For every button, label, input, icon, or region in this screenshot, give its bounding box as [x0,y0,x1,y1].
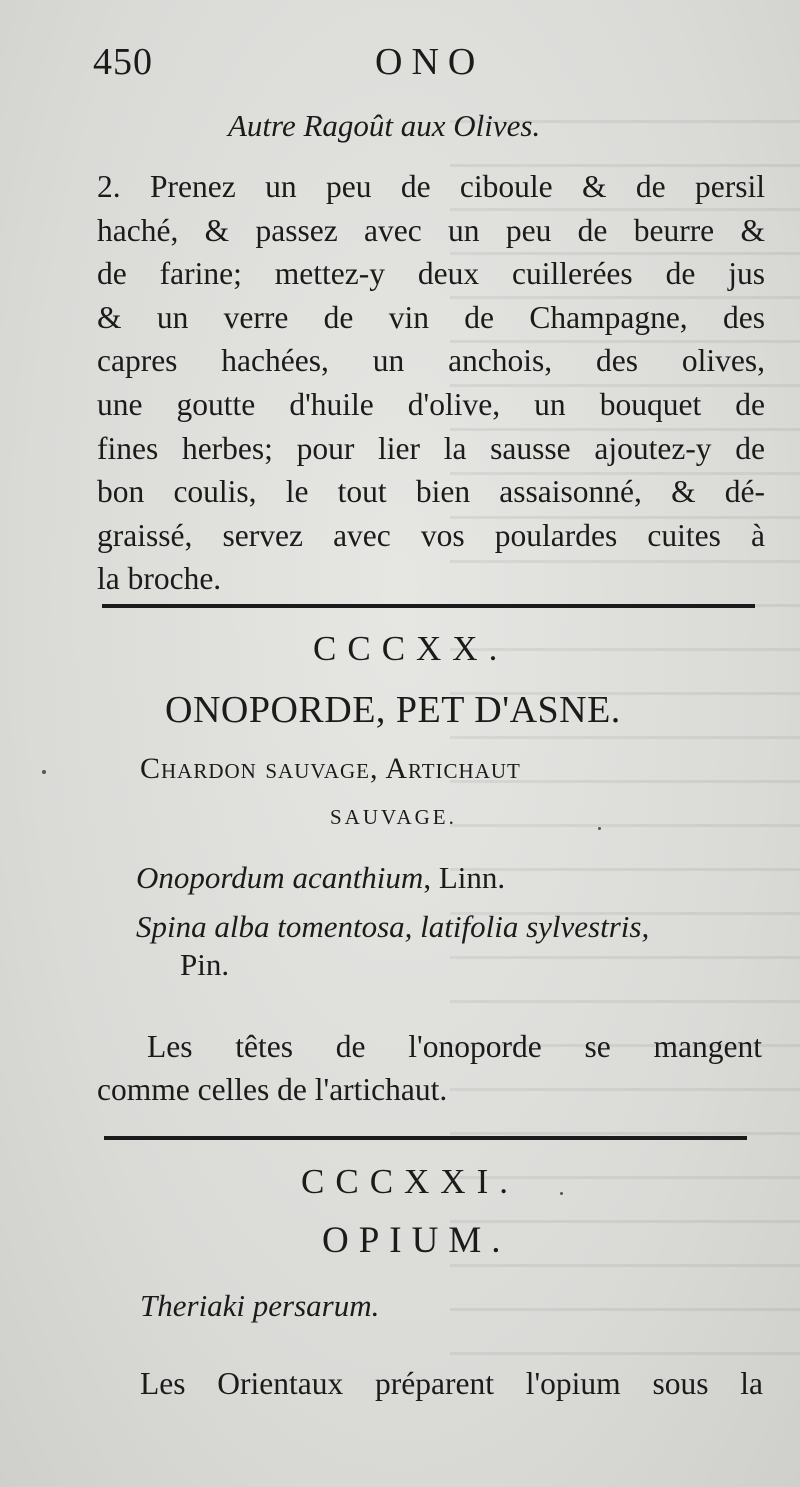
section-body [97,1025,762,1111]
paragraph-line: haché, & passez avec un peu de beurre & [97,212,765,248]
section-divider [104,1136,747,1140]
section-numeral: CCCXX. [313,629,509,668]
paragraph-line: bon coulis, le tout bien assaisonné, & dé- [97,474,765,510]
body-line: comme celles de l'artichaut. [97,1072,448,1107]
section-title: OPIUM. [322,1220,511,1261]
botanical-name: Onopordum acanthium [136,860,424,895]
recipe-paragraph [97,165,765,601]
botanical-reference [136,909,649,945]
paper-speck [560,1192,563,1195]
paragraph-line: 2. Prenez un peu de ciboule & de persil [97,169,765,204]
section-numeral: CCCXXI. [301,1162,519,1201]
section-title: ONOPORDE, PET D'ASNE. [165,689,621,731]
paragraph-line: une goutte d'huile d'olive, un bouquet de [97,386,765,422]
botanical-name: Spina alba tomentosa, latifolia sylvestris, [136,909,650,944]
paper-speck [42,770,46,774]
paragraph-line: capres hachées, un anchois, des olives, [97,343,765,379]
section-divider [102,604,755,608]
section-subtitle: Autre Ragoût aux Olives. [228,108,541,143]
common-names: Chardon sauvage, Artichaut [140,752,521,785]
body-line: Les Orientaux préparent l'opium sous la [140,1366,763,1401]
paragraph-line: de farine; mettez-y deux cuillerées de jus [97,256,765,292]
running-head: ONO [375,41,485,83]
paragraph-line: la broche. [97,561,222,597]
common-names-continued: SAUVAGE. [330,805,457,829]
page-number: 450 [93,41,153,83]
botanical-author: Pin. [180,947,230,982]
botanical-author: , Linn. [423,860,506,895]
section-body [140,1366,763,1402]
paragraph-line: fines herbes; pour lier la sausse ajoutez-y de [97,430,765,466]
paragraph-line: & un verre de vin de Champagne, des [97,299,765,335]
paper-speck [598,827,601,830]
botanical-reference: Theriaki persarum. [140,1288,380,1323]
body-line: Les têtes de l'onoporde se mangent [147,1029,762,1064]
botanical-reference [136,860,505,896]
paragraph-line: graissé, servez avec vos poulardes cuites à [97,517,765,553]
